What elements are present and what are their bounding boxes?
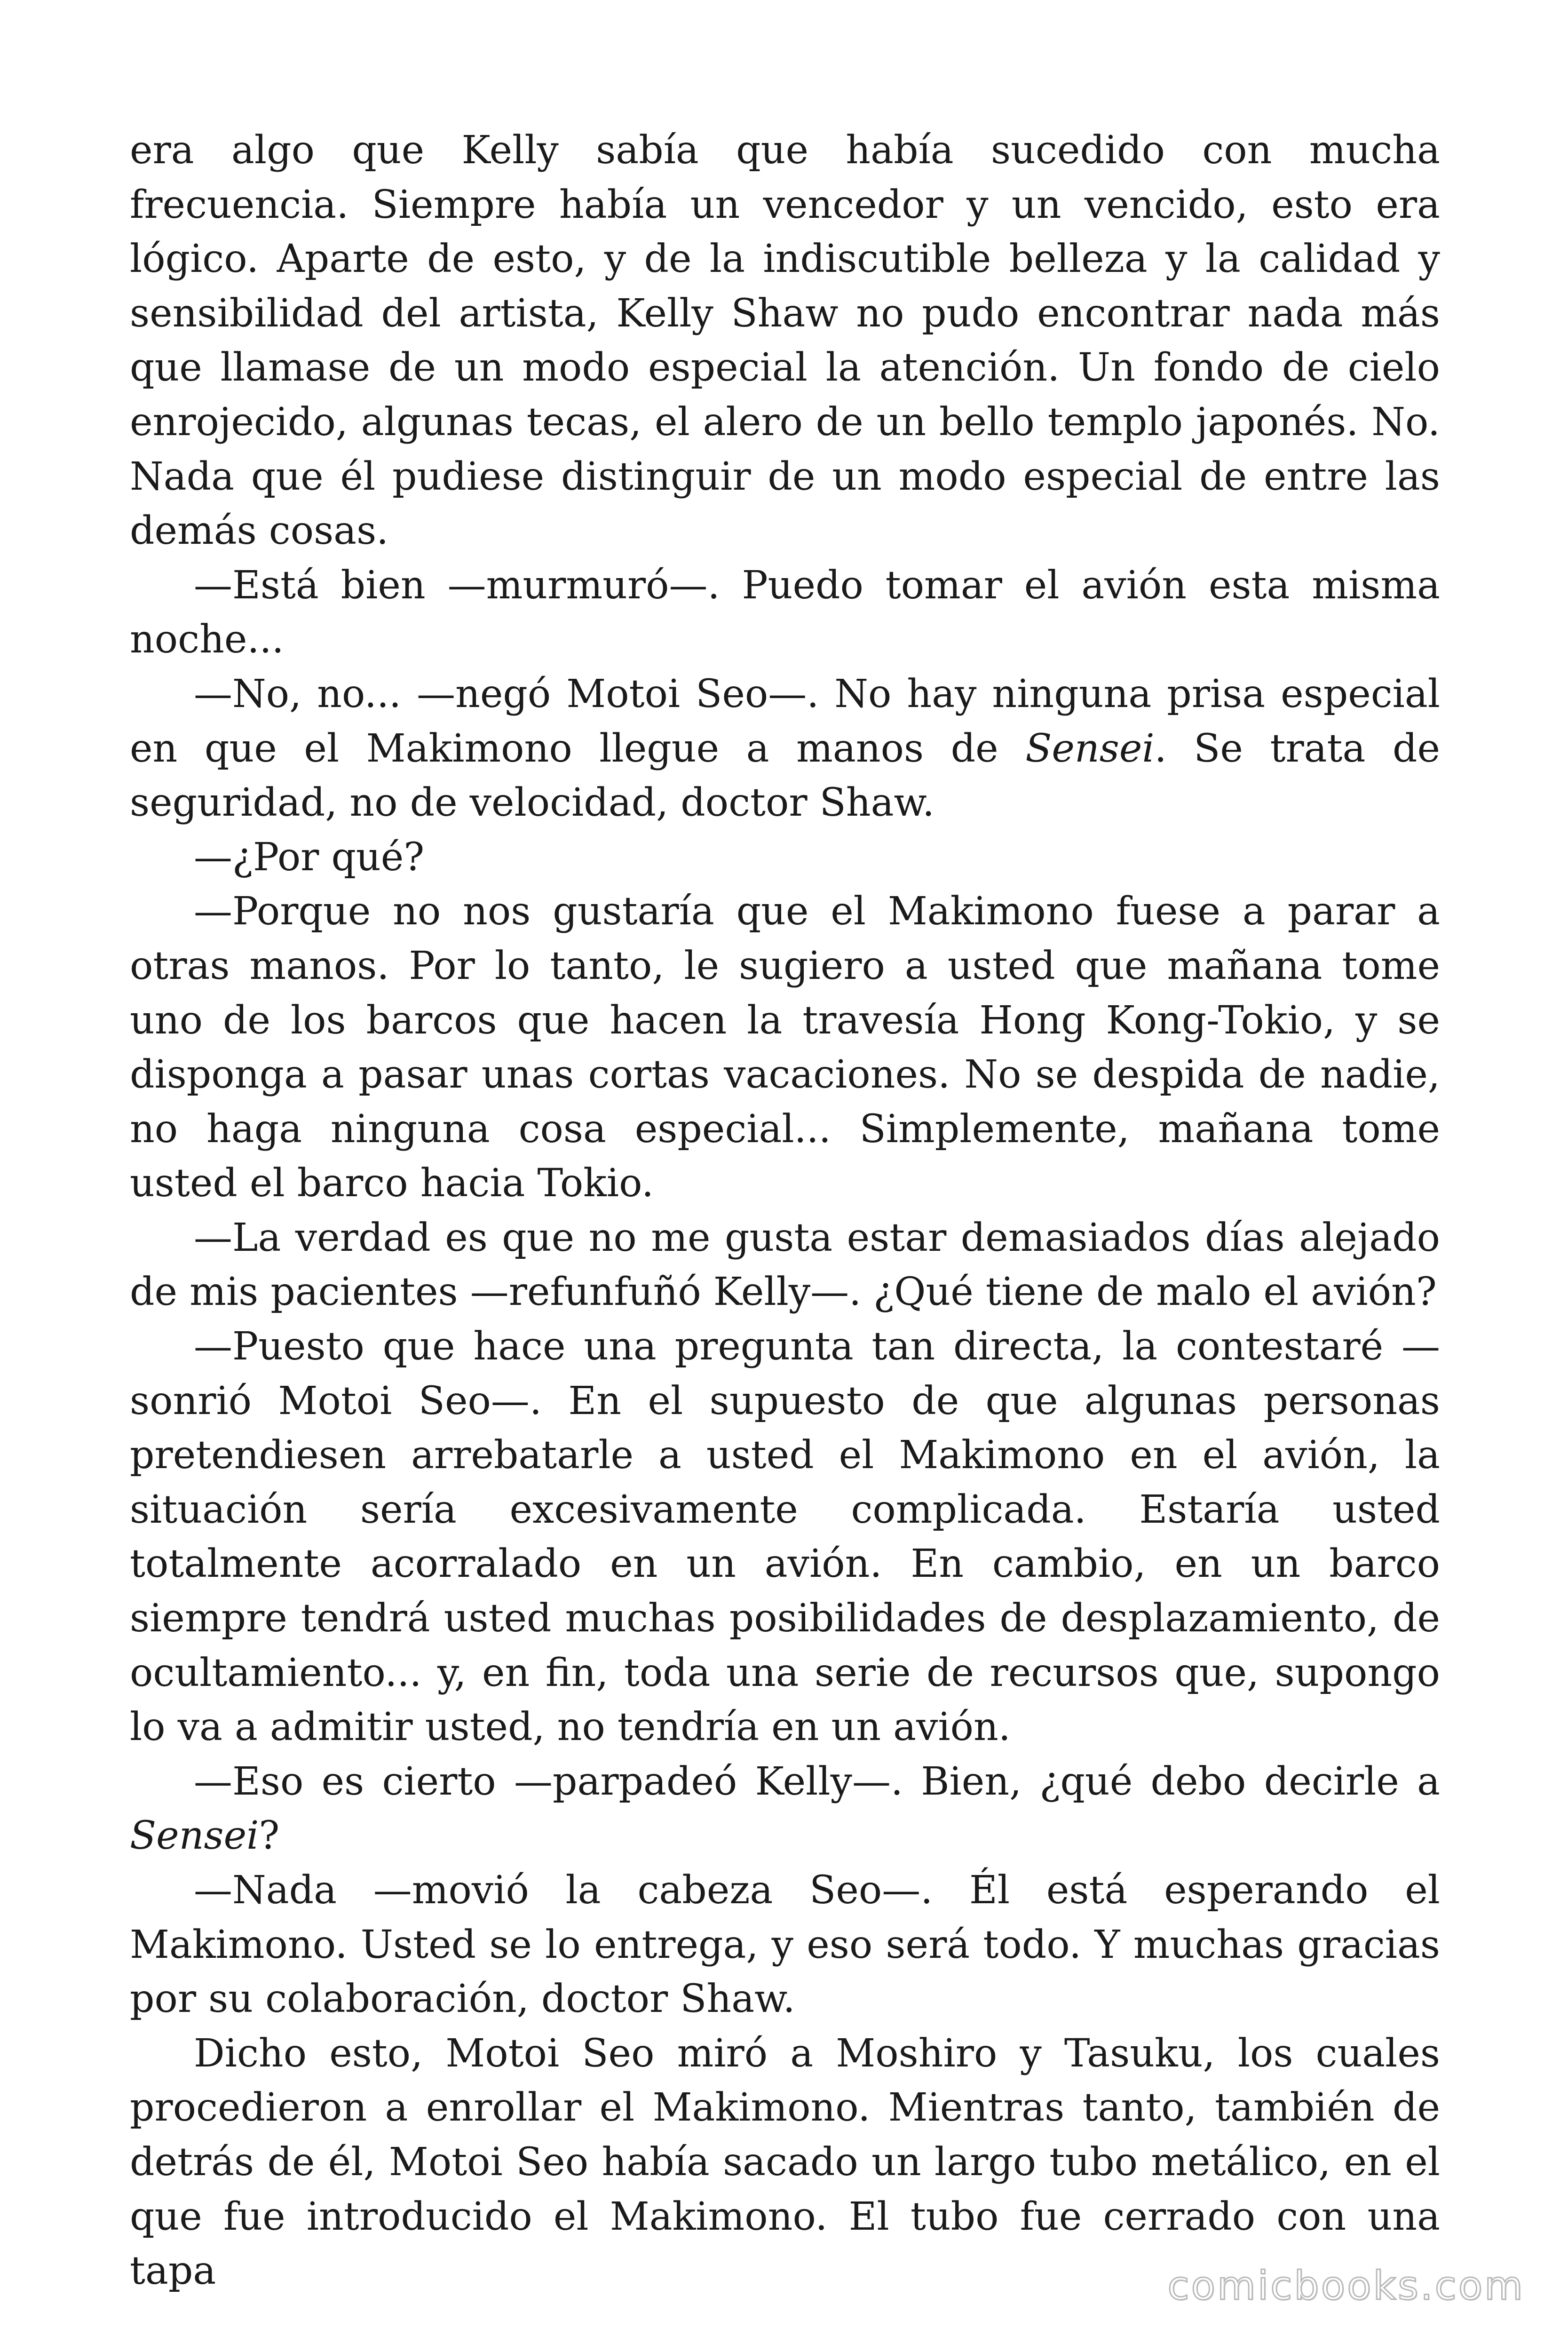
dialogue-text: —No, no... —negó Motoi Seo—. No hay ninguna prisa especial en que el Makimono llegue a manos de [130,671,1440,771]
italic-word: Sensei [1025,726,1155,771]
paragraph-dialogue: —Nada —movió la cabeza Seo—. Él está esperando el Makimono. Usted se lo entrega, y eso será todo. Y muchas gracias por su colaboración, doctor Shaw. [130,1868,1440,2022]
watermark-text: comicbooks.com [1167,2263,1525,2309]
paragraph-dialogue [130,1755,1440,1863]
paragraph-dialogue: —La verdad es que no me gusta estar demasiados días alejado de mis pacientes —refunfuñó Kelly—. ¿Qué tiene de malo el avión? [130,1215,1440,1315]
paragraph-dialogue [130,667,1440,830]
dialogue-text: —Eso es cierto —parpadeó Kelly—. Bien, ¿qué debo decirle a [194,1759,1440,1804]
paragraph-narration: Dicho esto, Motoi Seo miró a Moshiro y Tasuku, los cuales procedieron a enrollar el Makimono. Mientras tanto, también de detrás de él, Motoi Seo había sacado un largo tubo metálico, en el que fue introducido el Makimono. El tubo fue cerrado con una tapa [130,2031,1440,2294]
paragraph-dialogue: —Porque no nos gustaría que el Makimono fuese a parar a otras manos. Por lo tanto, le sugiero a usted que mañana tome uno de los barcos que hacen la travesía Hong Kong-Tokio, y se disponga a pasar unas cortas vacaciones. No se despida de nadie, no haga ninguna cosa especial... Simplemente, mañana tome usted el barco hacia Tokio. [130,889,1440,1206]
italic-word: Sensei [130,1813,259,1859]
paragraph-dialogue: —Está bien —murmuró—. Puedo tomar el avión esta misma noche... [130,563,1440,662]
paragraph-dialogue: —¿Por qué? [194,834,425,880]
paragraph-continuation: era algo que Kelly sabía que había sucedido con mucha frecuencia. Siempre había un vencedor y un vencido, esto era lógico. Aparte de esto, y de la indiscutible belleza y la calidad y sensibilidad del artista, Kelly Shaw no pudo encontrar nada más que llamase de un modo especial la atención. Un fondo de cielo enrojecido, algunas tecas, el alero de un bello templo japonés. No. Nada que él pudiese distinguir de un modo especial de entre las demás cosas. [130,128,1440,554]
dialogue-text: ? [259,1813,280,1859]
dialogue-text: . Se trata de seguridad, no de velocidad, doctor Shaw. [130,726,1440,826]
paragraph-dialogue: —Puesto que hace una pregunta tan directa, la contestaré —sonrió Motoi Seo—. En el supuesto de que algunas personas pretendiesen arrebatarle a usted el Makimono en el avión, la situación sería excesivamente complicada. Estaría usted totalmente acorralado en un avión. En cambio, en un barco siempre tendrá usted muchas posibilidades de desplazamiento, de ocultamiento... y, en fin, toda una serie de recursos que, supongo lo va a admitir usted, no tendría en un avión. [130,1324,1440,1750]
body-text [130,123,1440,2298]
